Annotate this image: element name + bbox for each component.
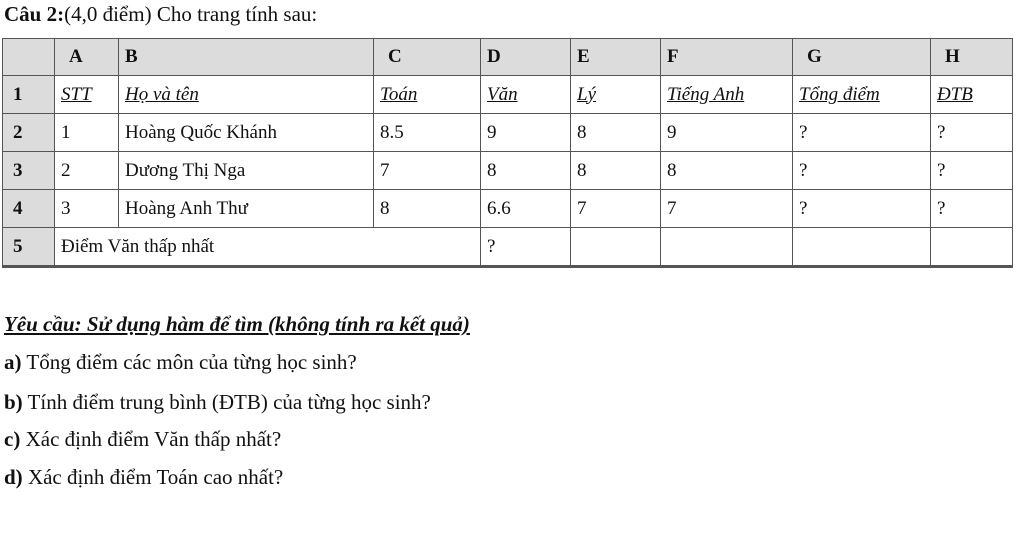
empty-cell <box>793 228 931 267</box>
summary-row <box>3 228 1013 267</box>
header-cell: STT <box>55 76 119 114</box>
table-row <box>3 190 1013 228</box>
data-cell: 6.6 <box>481 190 571 228</box>
data-cell: ? <box>481 228 571 267</box>
data-cell: 8 <box>481 152 571 190</box>
data-cell: Dương Thị Nga <box>119 152 374 190</box>
column-header: A <box>55 39 119 76</box>
data-cell: 7 <box>661 190 793 228</box>
item-text: Xác định điểm Văn thấp nhất? <box>20 427 282 451</box>
data-cell: ? <box>931 152 1013 190</box>
header-cell: Tổng điểm <box>793 76 931 114</box>
data-cell: 8 <box>571 114 661 152</box>
table-row <box>3 152 1013 190</box>
data-cell: ? <box>931 114 1013 152</box>
column-header: F <box>661 39 793 76</box>
row-number: 4 <box>3 190 55 228</box>
data-cell: 3 <box>55 190 119 228</box>
data-cell: ? <box>793 190 931 228</box>
row-number: 2 <box>3 114 55 152</box>
requirement-item <box>4 465 283 490</box>
column-header: G <box>793 39 931 76</box>
column-header: C <box>374 39 481 76</box>
header-cell: Lý <box>571 76 661 114</box>
requirement-item <box>4 350 357 375</box>
header-cell: Văn <box>481 76 571 114</box>
header-cell: ĐTB <box>931 76 1013 114</box>
spreadsheet-table <box>2 38 1013 268</box>
table-row <box>3 76 1013 114</box>
column-header: H <box>931 39 1013 76</box>
data-cell: 2 <box>55 152 119 190</box>
table-row <box>3 114 1013 152</box>
item-label: a) <box>4 350 22 374</box>
empty-cell <box>571 228 661 267</box>
item-label: d) <box>4 465 23 489</box>
row-number: 3 <box>3 152 55 190</box>
question-text: (4,0 điểm) Cho trang tính sau: <box>64 2 318 26</box>
item-text: Tổng điểm các môn của từng học sinh? <box>21 350 357 374</box>
column-header: D <box>481 39 571 76</box>
question-title <box>4 2 317 27</box>
empty-cell <box>931 228 1013 267</box>
data-cell: ? <box>793 114 931 152</box>
data-cell: 8 <box>374 190 481 228</box>
data-cell: Hoàng Anh Thư <box>119 190 374 228</box>
data-cell: ? <box>793 152 931 190</box>
header-cell: Tiếng Anh <box>661 76 793 114</box>
data-cell: 8 <box>661 152 793 190</box>
row-number: 1 <box>3 76 55 114</box>
data-cell: 8 <box>571 152 661 190</box>
data-cell: 1 <box>55 114 119 152</box>
requirements-heading: Yêu cầu: Sử dụng hàm để tìm (không tính ra kết quả) <box>4 312 470 336</box>
item-text: Tính điểm trung bình (ĐTB) của từng học sinh? <box>22 390 431 414</box>
header-cell: Họ và tên <box>119 76 374 114</box>
item-label: c) <box>4 427 21 451</box>
data-cell: 9 <box>661 114 793 152</box>
item-label: b) <box>4 390 23 414</box>
summary-label: Điểm Văn thấp nhất <box>55 228 481 267</box>
row-number: 5 <box>3 228 55 267</box>
requirement-item <box>4 390 431 415</box>
data-cell: 8.5 <box>374 114 481 152</box>
data-cell: Hoàng Quốc Khánh <box>119 114 374 152</box>
question-number: Câu 2: <box>4 2 65 26</box>
requirement-item <box>4 427 281 452</box>
header-cell: Toán <box>374 76 481 114</box>
column-header-row <box>3 39 1013 76</box>
empty-cell <box>661 228 793 267</box>
item-text: Xác định điểm Toán cao nhất? <box>22 465 284 489</box>
corner-cell <box>3 39 55 76</box>
column-header: E <box>571 39 661 76</box>
column-header: B <box>119 39 374 76</box>
data-cell: ? <box>931 190 1013 228</box>
data-cell: 7 <box>374 152 481 190</box>
data-cell: 9 <box>481 114 571 152</box>
data-cell: 7 <box>571 190 661 228</box>
